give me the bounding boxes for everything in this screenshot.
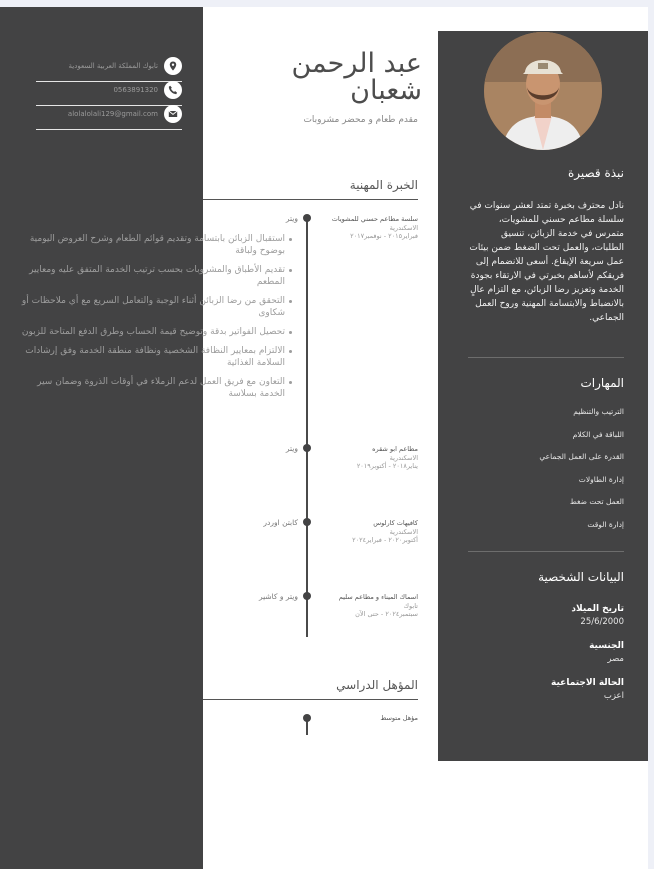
experience-timeline [306, 219, 308, 637]
education-degree: مؤهل متوسط [380, 714, 418, 722]
job-dates: سبتمبر٢٠٢٤ - حتى الآن [355, 610, 418, 618]
skills-list [539, 407, 624, 542]
job-company: مطاعم ابو شقره [372, 445, 418, 453]
email-icon [164, 105, 182, 123]
nationality-label: الجنسية [589, 641, 624, 651]
job-entry-1 [322, 215, 418, 241]
phone-icon [164, 81, 182, 99]
bio-text: نادل محترف بخبرة تمتد لعشر سنوات في سلسلة مطاعم حسني للمشويات، متمرس في خدمة الزبائن، تنسيق الطلبات، والعمل تحت الضغط ضمن بيئات عمل سريعة الإيقاع. أسعى للانضمام إلى فريقكم لأساهم بخبرتي في الارتقاء بجودة الخدمة وتعزيز رضا الزبائن، مع التزام عالٍ بالانضباط والابتسامة المهنية وروح العمل الجماعي. [469, 201, 624, 323]
job-city: تابوك [403, 601, 418, 610]
job-role: كابتن اوردر [263, 518, 298, 527]
skill-item: القدرة على العمل الجماعي [539, 452, 624, 461]
job-dates: يناير٢٠١٨ - أكتوبر٢٠١٩ [356, 462, 418, 470]
job-entry-3 [322, 519, 418, 545]
task-item: تقديم الأطباق والمشروبات بحسب ترتيب الخدمة المتفق عليه ومعايير المطعم [12, 264, 292, 288]
skill-item: الترتيب والتنظيم [573, 407, 624, 416]
skill-item: إدارة الوقت [587, 519, 624, 529]
education-divider [203, 699, 418, 700]
skills-title: المهارات [580, 376, 624, 390]
contact-phone [36, 81, 182, 106]
job-role: ويتر [285, 444, 298, 453]
birth-date-value: 25/6/2000 [580, 617, 624, 627]
task-item: استقبال الزبائن بابتسامة وتقديم قوائم الطعام وشرح العروض اليومية بوضوح ولباقة [12, 233, 292, 257]
name-line-1: عبد الرحمن [291, 48, 422, 79]
marital-status-value: اعزب [603, 691, 624, 701]
job-dates: فبراير٢٠١٥ - نوفمبر٢٠١٧ [350, 232, 418, 240]
sidebar-divider [468, 551, 624, 552]
timeline-dot [303, 214, 311, 222]
job-role: ويتر و كاشير [258, 592, 298, 601]
experience-divider [203, 199, 418, 200]
job-company: سلسة مطاعم حسني للمشويات [331, 215, 418, 223]
sidebar-divider [468, 357, 624, 358]
location-text: تابوك المملكة العربية السعودية [68, 62, 158, 70]
profile-photo-illustration [484, 32, 602, 150]
experience-title: الخبرة المهنية [349, 178, 418, 192]
timeline-dot [303, 714, 311, 722]
skill-item: العمل تحت ضغط [569, 497, 624, 506]
candidate-name [192, 50, 422, 104]
profile-photo [484, 32, 602, 150]
task-item: الالتزام بمعايير النظافة الشخصية ونظافة منطقة الخدمة وفق إرشادات السلامة الغذائية [12, 345, 292, 369]
job-company: كافيهات كارلوس [373, 519, 418, 527]
job-tasks-list [12, 233, 292, 407]
location-pin-icon [164, 57, 182, 75]
timeline-dot [303, 444, 311, 452]
task-item: التعاون مع فريق العمل لدعم الزملاء في أوقات الذروة وضمان سير الخدمة بسلاسة [12, 376, 292, 400]
timeline-dot [303, 592, 311, 600]
job-city: الاسكندرية [389, 527, 418, 536]
email-text[interactable]: alolalolali129@gmail.com [67, 110, 158, 118]
task-item: التحقق من رضا الزبائن أثناء الوجبة والتعامل السريع مع أي ملاحظات أو شكاوى [12, 295, 292, 319]
nationality-value: مصر [607, 654, 624, 664]
name-line-2: شعبان [350, 75, 422, 106]
birth-date-label: تاريخ الميلاد [571, 604, 624, 614]
left-dark-panel [0, 7, 203, 869]
contact-location [36, 57, 182, 82]
job-entry-4 [322, 593, 418, 619]
job-city: الاسكندرية [389, 453, 418, 462]
skill-item: إدارة الطاولات [578, 474, 624, 484]
personal-info-title: البيانات الشخصية [538, 570, 624, 584]
timeline-dot [303, 518, 311, 526]
job-dates: أكتوبر٢٠٢٠ - فبراير٢٠٢٤ [352, 536, 418, 544]
education-title: المؤهل الدراسي [336, 678, 418, 692]
bio-title: نبذة قصيرة [567, 166, 624, 180]
job-company: اسماك الميناء و مطاعم سليم [338, 593, 418, 601]
marital-status-label: الحالة الاجتماعية [551, 678, 624, 688]
job-role: ويتر [285, 214, 298, 223]
skill-item: اللباقة في الكلام [572, 429, 624, 439]
task-item: تحصيل الفواتير بدقة وتوضيح قيمة الحساب وطرق الدفع المتاحة للزبون [12, 326, 292, 338]
phone-text[interactable]: 0563891320 [113, 86, 158, 94]
contact-email [36, 105, 182, 130]
job-city: الاسكندرية [389, 223, 418, 232]
job-entry-2 [322, 445, 418, 471]
job-title: مقدم طعام و محضر مشروبات [303, 115, 418, 125]
